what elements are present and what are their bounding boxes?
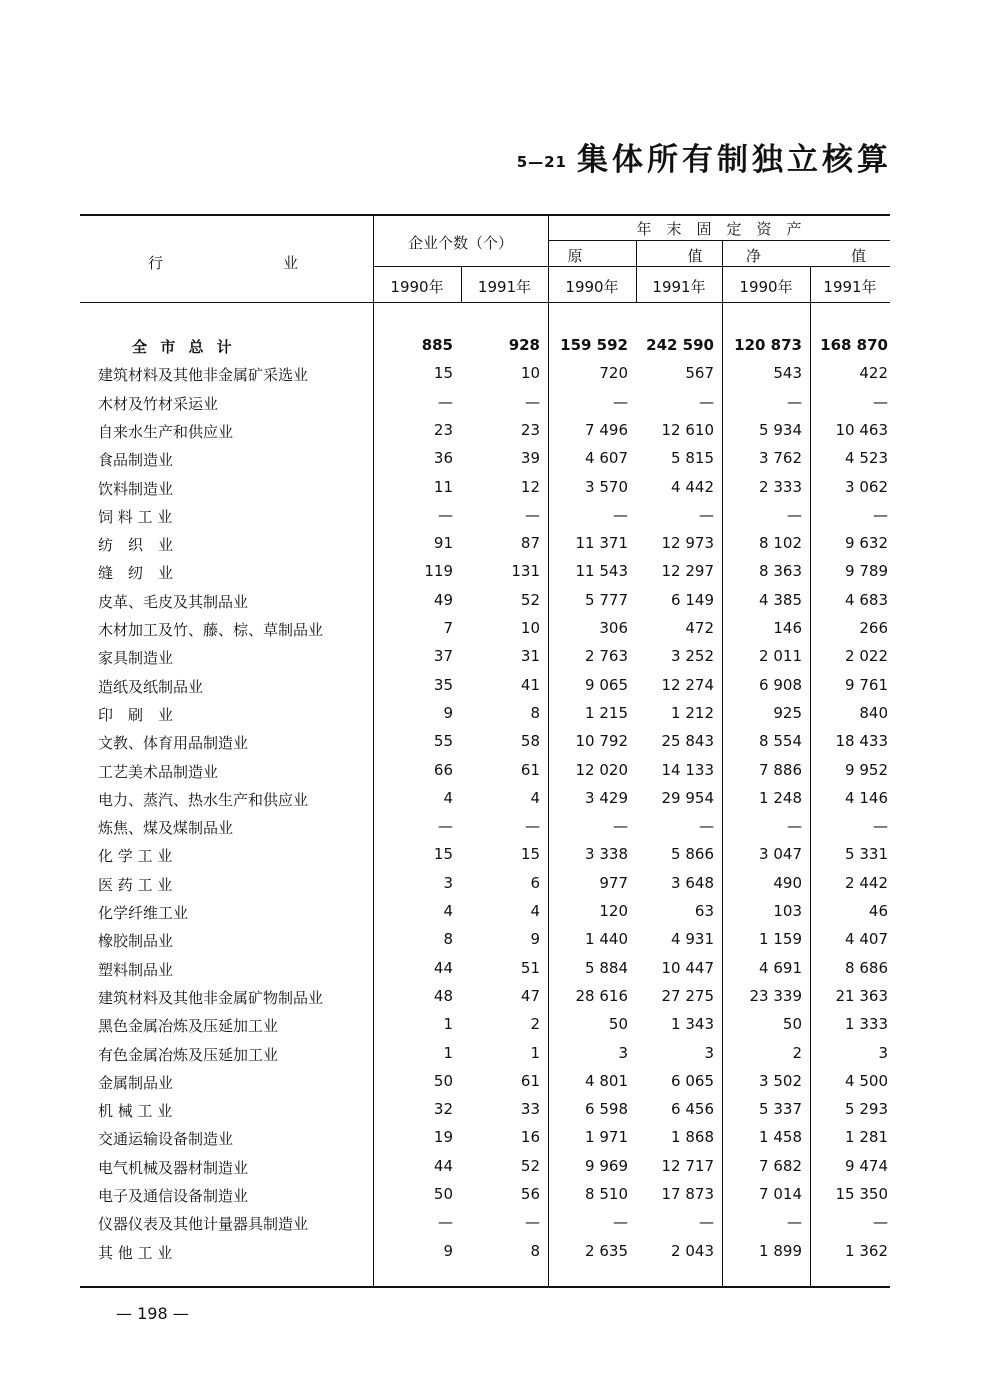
table-row <box>0 615 1000 643</box>
cell-value: 12 973 <box>661 534 714 553</box>
cell-value: 8 <box>530 703 540 722</box>
cell-value: 6 149 <box>671 590 714 609</box>
table-number: 5—21 <box>516 152 567 171</box>
cell-value: 46 <box>868 902 888 920</box>
cell-value: — <box>525 505 540 524</box>
cell-value: 52 <box>520 1156 540 1175</box>
cell-value: 4 146 <box>845 788 888 807</box>
cell-value: 10 <box>520 364 540 383</box>
cell-value: 11 371 <box>575 534 628 553</box>
cell-value: 567 <box>685 364 714 383</box>
cell-value: — <box>525 1213 540 1232</box>
cell-value: 2 043 <box>671 1241 714 1260</box>
header-fixed-assets: 年 末 固 定 资 产 <box>636 220 802 238</box>
cell-value: 3 <box>704 1043 714 1062</box>
cell-value: 16 <box>520 1128 540 1147</box>
cell-value: 7 014 <box>759 1185 802 1203</box>
cell-value: 5 815 <box>671 449 714 468</box>
cell-value: 1 248 <box>759 788 802 807</box>
cell-value: 1 440 <box>585 930 628 949</box>
cell-value: 6 598 <box>585 1100 628 1119</box>
table-row <box>0 926 1000 954</box>
cell-value: 29 954 <box>661 788 714 807</box>
cell-value: 1 <box>443 1015 453 1034</box>
cell-value: 32 <box>433 1100 453 1119</box>
cell-value: 1 212 <box>671 703 714 722</box>
cell-value: 91 <box>433 534 453 553</box>
cell-value: 2 763 <box>585 647 628 666</box>
cell-value: 2 <box>530 1015 540 1034</box>
cell-value: — <box>787 1213 802 1232</box>
cell-value: 7 <box>443 619 453 637</box>
cell-value: — <box>613 817 628 836</box>
industry-label: 有色金属冶炼及压延加工业 <box>98 1045 279 1064</box>
cell-value: 44 <box>433 958 453 977</box>
cell-value: 7 496 <box>585 420 628 439</box>
table-row <box>0 530 1000 558</box>
industry-label: 工艺美术品制造业 <box>98 762 219 781</box>
cell-value: 925 <box>773 703 802 722</box>
cell-value: 1 458 <box>759 1128 802 1147</box>
table-row <box>0 587 1000 615</box>
cell-value: — <box>613 505 628 524</box>
cell-value: 3 062 <box>845 477 888 496</box>
cell-value: 4 801 <box>585 1071 628 1090</box>
table-title: 集体所有制独立核算 <box>577 142 892 178</box>
cell-value: — <box>438 392 453 411</box>
cell-value: 3 338 <box>585 845 628 864</box>
cell-value: 44 <box>433 1156 453 1175</box>
cell-value: — <box>438 505 453 524</box>
cell-value: 5 293 <box>845 1100 888 1119</box>
cell-value: — <box>873 817 888 836</box>
cell-value: 8 <box>530 1241 540 1260</box>
table-row <box>0 417 1000 445</box>
cell-value: 25 843 <box>661 732 714 751</box>
industry-label: 化学纤维工业 <box>98 904 189 922</box>
cell-value: 4 <box>443 902 453 920</box>
cell-value: 4 <box>530 788 540 807</box>
cell-value: — <box>699 392 714 411</box>
cell-value: 2 333 <box>759 477 802 496</box>
cell-value: 490 <box>773 873 802 892</box>
cell-value: 8 363 <box>759 562 802 581</box>
cell-value: 66 <box>433 760 453 779</box>
table-row <box>0 474 1000 502</box>
cell-value: 9 <box>443 1241 453 1260</box>
industry-label: 造纸及纸制品业 <box>98 677 204 696</box>
cell-value: 422 <box>859 364 888 383</box>
industry-label: 皮革、毛皮及其制品业 <box>98 592 249 611</box>
cell-value: 61 <box>520 760 540 779</box>
industry-label: 文教、体育用品制造业 <box>98 734 249 753</box>
table-row <box>0 841 1000 869</box>
header-year: 1991年 <box>823 278 877 296</box>
cell-value: 9 952 <box>845 760 888 779</box>
cell-value: 4 607 <box>585 449 628 468</box>
table-row <box>0 672 1000 700</box>
industry-label: 交通运输设备制造业 <box>98 1130 234 1149</box>
industry-label: 印 刷 业 <box>98 705 174 724</box>
cell-value: 3 <box>443 873 453 892</box>
header-original-value: 原 值 <box>567 247 703 265</box>
cell-value: 87 <box>520 534 540 553</box>
industry-label: 金属制品业 <box>98 1073 174 1092</box>
cell-value: — <box>699 1213 714 1232</box>
industry-label: 其 他 工 业 <box>98 1243 173 1262</box>
industry-label: 机 械 工 业 <box>98 1102 173 1121</box>
cell-value: 10 463 <box>835 420 888 439</box>
cell-value: 5 884 <box>585 958 628 977</box>
cell-value: 4 691 <box>759 958 802 977</box>
cell-value: 12 274 <box>661 675 714 694</box>
cell-value: 4 683 <box>845 590 888 609</box>
cell-value: — <box>787 817 802 836</box>
cell-value: 3 <box>878 1043 888 1062</box>
cell-value: 50 <box>433 1071 453 1090</box>
cell-value: 2 022 <box>845 647 888 666</box>
cell-value: 7 886 <box>759 760 802 779</box>
header-year: 1991年 <box>652 278 706 296</box>
industry-label: 炼焦、煤及煤制品业 <box>98 819 234 838</box>
cell-value: 3 762 <box>759 449 802 468</box>
cell-value: — <box>438 1213 453 1232</box>
cell-value: 27 275 <box>661 986 714 1005</box>
cell-value: 5 866 <box>671 845 714 864</box>
cell-value: 15 <box>433 845 453 864</box>
table-row <box>0 1209 1000 1237</box>
industry-label: 塑料制品业 <box>98 960 174 979</box>
table-row <box>0 813 1000 841</box>
cell-value: — <box>699 817 714 836</box>
table-bottom-rule <box>80 1286 890 1288</box>
cell-value: 41 <box>520 675 540 694</box>
cell-value: 885 <box>421 336 453 354</box>
industry-label: 饮料制造业 <box>98 479 174 498</box>
header-industry: 行 业 <box>148 254 299 272</box>
year-subrule <box>373 266 890 267</box>
cell-value: 9 <box>443 703 453 722</box>
header-year: 1990年 <box>390 278 444 296</box>
cell-value: 1 333 <box>845 1015 888 1034</box>
cell-value: 168 870 <box>820 336 888 354</box>
cell-value: 242 590 <box>646 336 714 354</box>
cell-value: 9 474 <box>845 1156 888 1175</box>
cell-value: 12 297 <box>661 562 714 581</box>
cell-value: — <box>699 505 714 524</box>
cell-value: 120 873 <box>734 336 802 354</box>
cell-value: — <box>787 392 802 411</box>
industry-label: 自来水生产和供应业 <box>98 422 234 441</box>
cell-value: 9 632 <box>845 534 888 553</box>
cell-value: 119 <box>424 562 453 581</box>
cell-value: 37 <box>433 647 453 666</box>
table-row <box>0 445 1000 473</box>
industry-label: 电气机械及器材制造业 <box>98 1158 249 1177</box>
cell-value: 23 <box>520 420 540 439</box>
table-row <box>0 1011 1000 1039</box>
cell-value: 2 <box>792 1043 802 1062</box>
industry-label: 电子及通信设备制造业 <box>98 1187 249 1205</box>
table-row <box>0 870 1000 898</box>
cell-value: 15 350 <box>835 1185 888 1203</box>
cell-value: — <box>525 817 540 836</box>
cell-value: 31 <box>520 647 540 666</box>
cell-value: 928 <box>508 336 540 354</box>
cell-value: 1 868 <box>671 1128 714 1147</box>
industry-label: 家具制造业 <box>98 649 174 668</box>
cell-value: 21 363 <box>835 986 888 1005</box>
cell-value: 4 523 <box>845 449 888 468</box>
cell-value: 4 <box>530 902 540 920</box>
cell-value: — <box>873 505 888 524</box>
cell-value: 6 456 <box>671 1100 714 1119</box>
cell-value: 55 <box>433 732 453 751</box>
industry-label: 食品制造业 <box>98 451 174 470</box>
cell-value: 131 <box>511 562 540 581</box>
cell-value: 840 <box>859 703 888 722</box>
cell-value: 50 <box>433 1185 453 1203</box>
cell-value: 48 <box>433 986 453 1005</box>
industry-label: 建筑材料及其他非金属矿物制品业 <box>98 988 324 1007</box>
cell-value: 28 616 <box>575 986 628 1005</box>
cell-value: 33 <box>520 1100 540 1119</box>
cell-value: 146 <box>773 619 802 637</box>
cell-value: 58 <box>520 732 540 751</box>
cell-value: 4 442 <box>671 477 714 496</box>
cell-value: 4 385 <box>759 590 802 609</box>
table-row <box>0 389 1000 417</box>
header-net-value: 净 值 <box>745 247 866 265</box>
cell-value: 52 <box>520 590 540 609</box>
cell-value: 103 <box>773 902 802 920</box>
cell-value: 9 789 <box>845 562 888 581</box>
table-row <box>0 1153 1000 1181</box>
cell-value: — <box>873 392 888 411</box>
cell-value: 18 433 <box>835 732 888 751</box>
table-row <box>0 643 1000 671</box>
cell-value: 9 761 <box>845 675 888 694</box>
cell-value: 3 <box>618 1043 628 1062</box>
industry-label: 黑色金属冶炼及压延加工业 <box>98 1017 279 1036</box>
cell-value: 12 717 <box>661 1156 714 1175</box>
cell-value: 1 <box>443 1043 453 1062</box>
table-row <box>0 1124 1000 1152</box>
cell-value: 11 <box>433 477 453 496</box>
cell-value: 12 610 <box>661 420 714 439</box>
cell-value: 35 <box>433 675 453 694</box>
table-row <box>0 785 1000 813</box>
header-year: 1991年 <box>477 278 532 296</box>
cell-value: 12 <box>520 477 540 496</box>
industry-label: 橡胶制品业 <box>98 932 174 951</box>
cell-value: 10 <box>520 619 540 637</box>
cell-value: 10 447 <box>661 958 714 977</box>
table-row <box>0 1181 1000 1209</box>
table-row <box>0 360 1000 388</box>
cell-value: — <box>787 505 802 524</box>
cell-value: 47 <box>520 986 540 1005</box>
page-number: — 198 — <box>116 1304 189 1323</box>
cell-value: 17 873 <box>661 1185 714 1203</box>
cell-value: 306 <box>599 619 628 637</box>
cell-value: 5 934 <box>759 420 802 439</box>
cell-value: 8 <box>443 930 453 949</box>
table-row <box>0 955 1000 983</box>
cell-value: 50 <box>782 1015 802 1034</box>
cell-value: 14 133 <box>661 760 714 779</box>
cell-value: 10 792 <box>575 732 628 751</box>
header-enterprises: 企业个数（个） <box>407 234 513 252</box>
cell-value: 1 281 <box>845 1128 888 1147</box>
cell-value: 51 <box>520 958 540 977</box>
cell-value: 11 543 <box>575 562 628 581</box>
table-row <box>0 983 1000 1011</box>
cell-value: 3 047 <box>759 845 802 864</box>
cell-value: 2 635 <box>585 1241 628 1260</box>
header-bottom-rule <box>80 302 890 303</box>
table-row <box>0 728 1000 756</box>
cell-value: 543 <box>773 364 802 383</box>
industry-label: 饲 料 工 业 <box>98 507 173 526</box>
cell-value: 266 <box>859 619 888 637</box>
cell-value: 5 337 <box>759 1100 802 1119</box>
cell-value: 1 971 <box>585 1128 628 1147</box>
industry-label: 木材加工及竹、藤、棕、草制品业 <box>98 621 324 639</box>
cell-value: 8 510 <box>585 1185 628 1203</box>
cell-value: 1 362 <box>845 1241 888 1260</box>
industry-label: 电力、蒸汽、热水生产和供应业 <box>98 790 309 809</box>
cell-value: 19 <box>433 1128 453 1147</box>
cell-value: 6 <box>530 873 540 892</box>
cell-value: 977 <box>599 873 628 892</box>
cell-value: — <box>438 817 453 836</box>
cell-value: 1 159 <box>759 930 802 949</box>
header-year: 1990年 <box>739 278 793 296</box>
cell-value: 2 442 <box>845 873 888 892</box>
cell-value: 159 592 <box>560 336 628 354</box>
cell-value: 9 065 <box>585 675 628 694</box>
cell-value: 120 <box>599 902 628 920</box>
cell-value: 9 <box>530 930 540 949</box>
cell-value: 5 777 <box>585 590 628 609</box>
cell-value: 5 331 <box>845 845 888 864</box>
cell-value: 8 686 <box>845 958 888 977</box>
cell-value: — <box>525 392 540 411</box>
table-row <box>0 1040 1000 1068</box>
table-row <box>0 1096 1000 1124</box>
industry-label: 化 学 工 业 <box>98 847 173 866</box>
industry-label: 建筑材料及其他非金属矿采选业 <box>98 366 309 385</box>
cell-value: 15 <box>433 364 453 383</box>
cell-value: 23 <box>433 420 453 439</box>
cell-value: 1 215 <box>585 703 628 722</box>
cell-value: 6 908 <box>759 675 802 694</box>
table-row <box>0 757 1000 785</box>
cell-value: 7 682 <box>759 1156 802 1175</box>
industry-label: 全 市 总 计 <box>132 338 236 356</box>
cell-value: 56 <box>520 1185 540 1203</box>
page-title <box>517 134 892 179</box>
cell-value: 36 <box>433 449 453 468</box>
cell-value: 49 <box>433 590 453 609</box>
fixed-assets-subrule <box>548 240 890 241</box>
cell-value: 61 <box>520 1071 540 1090</box>
cell-value: 720 <box>599 364 628 383</box>
cell-value: 50 <box>608 1015 628 1034</box>
cell-value: 6 065 <box>671 1071 714 1090</box>
industry-label: 纺 织 业 <box>98 536 174 555</box>
header-year: 1990年 <box>565 278 619 296</box>
cell-value: 4 <box>443 788 453 807</box>
industry-label: 缝 纫 业 <box>98 564 174 583</box>
cell-value: 1 899 <box>759 1241 802 1260</box>
cell-value: 1 <box>530 1043 540 1062</box>
cell-value: 4 407 <box>845 930 888 949</box>
cell-value: 2 011 <box>759 647 802 666</box>
cell-value: 1 343 <box>671 1015 714 1034</box>
cell-value: 472 <box>685 619 714 637</box>
industry-label: 仪器仪表及其他计量器具制造业 <box>98 1215 309 1234</box>
industry-label: 木材及竹材采运业 <box>98 394 219 413</box>
industry-label: 医 药 工 业 <box>98 875 173 894</box>
cell-value: 12 020 <box>575 760 628 779</box>
table-row <box>0 700 1000 728</box>
cell-value: 39 <box>520 449 540 468</box>
total-row <box>0 332 1000 360</box>
table-row <box>0 558 1000 586</box>
cell-value: 3 502 <box>759 1071 802 1090</box>
table-row <box>0 1068 1000 1096</box>
cell-value: 8 554 <box>759 732 802 751</box>
table-row <box>0 898 1000 926</box>
cell-value: 3 429 <box>585 788 628 807</box>
cell-value: 23 339 <box>749 986 802 1005</box>
cell-value: — <box>613 1213 628 1232</box>
cell-value: 3 648 <box>671 873 714 892</box>
cell-value: — <box>613 392 628 411</box>
cell-value: 15 <box>520 845 540 864</box>
cell-value: 9 969 <box>585 1156 628 1175</box>
table-row <box>0 502 1000 530</box>
cell-value: 4 931 <box>671 930 714 949</box>
cell-value: 3 252 <box>671 647 714 666</box>
cell-value: 3 570 <box>585 477 628 496</box>
cell-value: — <box>873 1213 888 1232</box>
table-row <box>0 1238 1000 1266</box>
cell-value: 4 500 <box>845 1071 888 1090</box>
cell-value: 8 102 <box>759 534 802 553</box>
cell-value: 63 <box>694 902 714 920</box>
table-top-rule <box>80 214 890 216</box>
